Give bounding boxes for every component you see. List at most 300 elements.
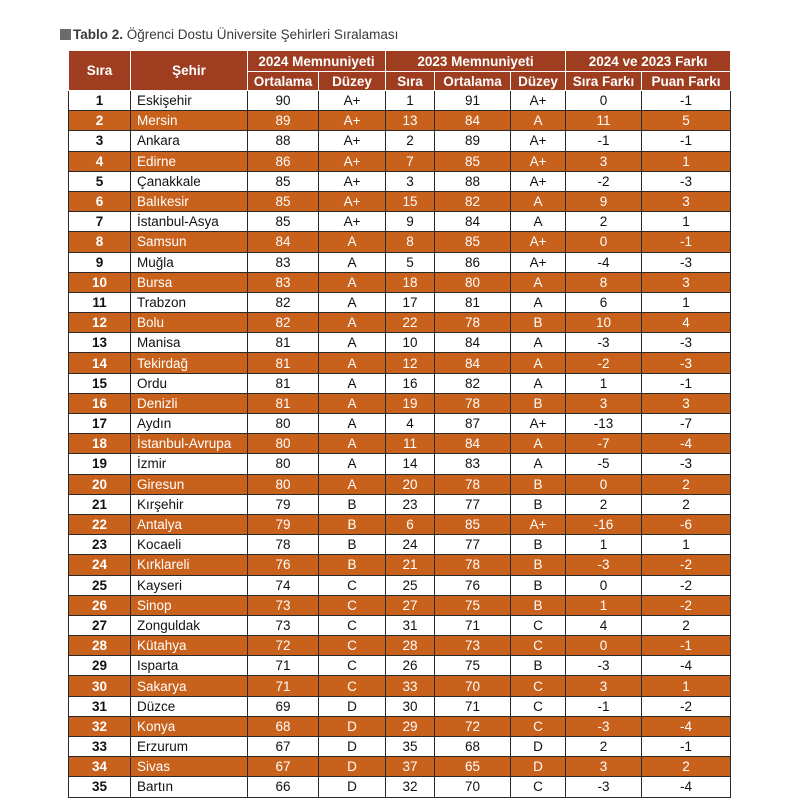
table-row [69,454,731,474]
cell-rank-diff: 0 [566,232,642,252]
cell-level-2023: A [511,111,566,131]
cell-level-2024: B [319,535,386,555]
cell-rank-diff: 3 [566,393,642,413]
ranking-table [68,50,731,798]
cell-level-2023: A+ [511,252,566,272]
cell-avg-2023: 75 [435,595,511,615]
cell-avg-2024: 84 [248,232,319,252]
table-row [69,716,731,736]
cell-level-2024: B [319,494,386,514]
cell-avg-2024: 82 [248,292,319,312]
cell-rank: 17 [69,414,131,434]
cell-city: Kocaeli [131,535,248,555]
cell-score-diff: -2 [642,575,731,595]
cell-rank-diff: 10 [566,313,642,333]
header-rank: Sıra [69,51,131,91]
table-row [69,111,731,131]
table-row [69,272,731,292]
cell-level-2024: A [319,313,386,333]
cell-level-2023: A+ [511,91,566,111]
cell-avg-2023: 71 [435,615,511,635]
cell-rank-2023: 7 [386,151,435,171]
header-rank-diff: Sıra Farkı [566,72,642,91]
cell-avg-2024: 73 [248,595,319,615]
table-row [69,535,731,555]
cell-rank-diff: -3 [566,716,642,736]
cell-avg-2024: 67 [248,757,319,777]
table-row [69,656,731,676]
cell-score-diff: 2 [642,474,731,494]
cell-avg-2023: 83 [435,454,511,474]
cell-rank: 10 [69,272,131,292]
cell-score-diff: 1 [642,151,731,171]
cell-score-diff: -4 [642,434,731,454]
cell-score-diff: 4 [642,313,731,333]
cell-level-2023: B [511,494,566,514]
cell-rank-diff: 1 [566,595,642,615]
header-rank-2023: Sıra [386,72,435,91]
cell-avg-2023: 84 [435,212,511,232]
cell-rank-2023: 13 [386,111,435,131]
cell-rank-2023: 9 [386,212,435,232]
table-row [69,555,731,575]
cell-level-2023: C [511,696,566,716]
cell-rank: 15 [69,373,131,393]
caption-square-icon [60,29,71,40]
cell-city: Isparta [131,656,248,676]
cell-city: Bolu [131,313,248,333]
cell-rank-diff: 3 [566,676,642,696]
cell-avg-2024: 69 [248,696,319,716]
cell-score-diff: -2 [642,555,731,575]
cell-avg-2023: 65 [435,757,511,777]
table-row [69,676,731,696]
cell-rank-2023: 23 [386,494,435,514]
cell-level-2024: D [319,716,386,736]
table-row [69,191,731,211]
cell-rank-2023: 4 [386,414,435,434]
cell-avg-2023: 89 [435,131,511,151]
cell-rank-diff: 0 [566,575,642,595]
cell-level-2024: C [319,595,386,615]
cell-score-diff: -1 [642,232,731,252]
cell-rank: 29 [69,656,131,676]
cell-avg-2024: 71 [248,656,319,676]
cell-rank: 31 [69,696,131,716]
cell-rank: 25 [69,575,131,595]
cell-avg-2023: 85 [435,232,511,252]
table-row [69,91,731,111]
cell-avg-2023: 71 [435,696,511,716]
cell-score-diff: -1 [642,131,731,151]
cell-score-diff: -2 [642,696,731,716]
cell-level-2024: D [319,757,386,777]
cell-rank: 21 [69,494,131,514]
cell-score-diff: -4 [642,656,731,676]
cell-level-2024: C [319,636,386,656]
cell-rank-diff: -16 [566,514,642,534]
cell-city: Kırklareli [131,555,248,575]
cell-rank-2023: 14 [386,454,435,474]
cell-rank: 28 [69,636,131,656]
cell-city: Çanakkale [131,171,248,191]
cell-level-2024: A+ [319,131,386,151]
cell-score-diff: -3 [642,171,731,191]
cell-rank: 26 [69,595,131,615]
cell-avg-2024: 76 [248,555,319,575]
cell-rank: 4 [69,151,131,171]
table-row [69,595,731,615]
cell-level-2023: A [511,373,566,393]
cell-avg-2024: 83 [248,272,319,292]
cell-score-diff: 1 [642,212,731,232]
cell-level-2024: A [319,373,386,393]
cell-level-2024: A [319,474,386,494]
cell-rank-2023: 17 [386,292,435,312]
cell-level-2024: A [319,393,386,413]
cell-city: Bartın [131,777,248,797]
table-row [69,353,731,373]
cell-level-2024: A+ [319,171,386,191]
cell-avg-2024: 81 [248,373,319,393]
cell-level-2023: C [511,615,566,635]
cell-avg-2023: 87 [435,414,511,434]
cell-level-2024: B [319,514,386,534]
cell-score-diff: -3 [642,454,731,474]
cell-rank: 13 [69,333,131,353]
cell-level-2023: A+ [511,232,566,252]
cell-level-2023: B [511,474,566,494]
cell-avg-2023: 77 [435,494,511,514]
table-row [69,212,731,232]
cell-rank: 14 [69,353,131,373]
cell-rank-2023: 26 [386,656,435,676]
cell-rank-diff: -2 [566,353,642,373]
cell-rank: 32 [69,716,131,736]
cell-city: Sivas [131,757,248,777]
cell-level-2023: A [511,272,566,292]
cell-rank: 7 [69,212,131,232]
cell-level-2023: A [511,434,566,454]
cell-city: Mersin [131,111,248,131]
cell-level-2023: B [511,555,566,575]
cell-rank: 12 [69,313,131,333]
caption-text: Öğrenci Dostu Üniversite Şehirleri Sıralaması [123,27,399,42]
cell-city: Ankara [131,131,248,151]
cell-level-2024: D [319,737,386,757]
header-group-2023: 2023 Memnuniyeti [386,51,566,72]
table-row [69,393,731,413]
cell-rank: 19 [69,454,131,474]
cell-level-2024: A+ [319,212,386,232]
cell-rank-diff: 3 [566,757,642,777]
cell-city: Denizli [131,393,248,413]
cell-rank: 8 [69,232,131,252]
cell-level-2023: B [511,393,566,413]
cell-rank-diff: -2 [566,171,642,191]
cell-score-diff: -4 [642,716,731,736]
cell-avg-2023: 85 [435,151,511,171]
cell-rank-diff: 6 [566,292,642,312]
table-row [69,514,731,534]
cell-level-2024: D [319,696,386,716]
cell-rank-diff: -13 [566,414,642,434]
cell-level-2024: A [319,232,386,252]
cell-rank: 3 [69,131,131,151]
header-avg-2023: Ortalama [435,72,511,91]
cell-rank-2023: 5 [386,252,435,272]
cell-rank-2023: 6 [386,514,435,534]
cell-rank-2023: 8 [386,232,435,252]
header-city: Şehir [131,51,248,91]
cell-level-2024: A [319,252,386,272]
cell-rank: 2 [69,111,131,131]
cell-rank: 20 [69,474,131,494]
cell-rank-2023: 24 [386,535,435,555]
table-row [69,313,731,333]
cell-rank-2023: 29 [386,716,435,736]
cell-score-diff: 1 [642,535,731,555]
cell-rank-2023: 18 [386,272,435,292]
cell-rank-2023: 3 [386,171,435,191]
cell-city: Ordu [131,373,248,393]
cell-rank-2023: 28 [386,636,435,656]
cell-rank: 16 [69,393,131,413]
cell-level-2024: A [319,353,386,373]
cell-rank-diff: 0 [566,636,642,656]
cell-level-2023: A [511,212,566,232]
cell-level-2024: A [319,272,386,292]
cell-rank-2023: 21 [386,555,435,575]
cell-score-diff: -1 [642,91,731,111]
cell-avg-2024: 80 [248,434,319,454]
cell-avg-2024: 67 [248,737,319,757]
table-row [69,373,731,393]
cell-avg-2024: 68 [248,716,319,736]
cell-rank-2023: 16 [386,373,435,393]
cell-avg-2024: 81 [248,353,319,373]
cell-city: Giresun [131,474,248,494]
cell-level-2023: A+ [511,514,566,534]
cell-score-diff: -6 [642,514,731,534]
cell-rank-2023: 15 [386,191,435,211]
cell-avg-2024: 85 [248,191,319,211]
cell-level-2023: C [511,777,566,797]
cell-rank: 9 [69,252,131,272]
cell-city: Konya [131,716,248,736]
cell-avg-2024: 86 [248,151,319,171]
cell-rank-2023: 1 [386,91,435,111]
cell-rank-diff: 0 [566,91,642,111]
cell-rank-diff: -1 [566,131,642,151]
cell-avg-2024: 81 [248,333,319,353]
cell-city: Sinop [131,595,248,615]
cell-rank-diff: -3 [566,777,642,797]
cell-rank-diff: 1 [566,535,642,555]
cell-avg-2024: 72 [248,636,319,656]
cell-rank-2023: 20 [386,474,435,494]
cell-rank-diff: -3 [566,656,642,676]
cell-rank-diff: 2 [566,737,642,757]
cell-rank-diff: -7 [566,434,642,454]
cell-score-diff: -1 [642,636,731,656]
cell-score-diff: -4 [642,777,731,797]
cell-city: Samsun [131,232,248,252]
cell-city: Bursa [131,272,248,292]
cell-level-2023: D [511,737,566,757]
table-row [69,171,731,191]
cell-rank-diff: -3 [566,555,642,575]
cell-avg-2023: 78 [435,313,511,333]
table-row [69,615,731,635]
cell-rank-diff: 3 [566,151,642,171]
header-level-2023: Düzey [511,72,566,91]
table-row [69,757,731,777]
table-row [69,434,731,454]
cell-level-2023: C [511,636,566,656]
cell-avg-2024: 73 [248,615,319,635]
cell-avg-2023: 84 [435,434,511,454]
cell-rank: 22 [69,514,131,534]
cell-score-diff: -3 [642,252,731,272]
cell-score-diff: 2 [642,494,731,514]
cell-avg-2023: 73 [435,636,511,656]
cell-avg-2024: 88 [248,131,319,151]
cell-rank-diff: 11 [566,111,642,131]
cell-city: Trabzon [131,292,248,312]
cell-rank: 1 [69,91,131,111]
cell-score-diff: 1 [642,676,731,696]
cell-level-2024: B [319,555,386,575]
cell-rank-2023: 31 [386,615,435,635]
cell-score-diff: -3 [642,353,731,373]
cell-rank-2023: 30 [386,696,435,716]
cell-level-2023: C [511,676,566,696]
cell-rank: 18 [69,434,131,454]
table-row [69,151,731,171]
cell-city: Aydın [131,414,248,434]
table-row [69,292,731,312]
table-row [69,494,731,514]
cell-avg-2023: 77 [435,535,511,555]
cell-avg-2024: 85 [248,171,319,191]
cell-level-2024: A [319,434,386,454]
header-score-diff: Puan Farkı [642,72,731,91]
cell-level-2024: A [319,454,386,474]
cell-avg-2023: 81 [435,292,511,312]
cell-score-diff: -3 [642,333,731,353]
cell-level-2024: A+ [319,111,386,131]
cell-avg-2023: 78 [435,393,511,413]
caption-label: Tablo 2. [73,27,124,42]
cell-level-2023: A [511,191,566,211]
cell-avg-2023: 78 [435,555,511,575]
cell-rank-diff: 4 [566,615,642,635]
cell-score-diff: -2 [642,595,731,615]
cell-avg-2024: 66 [248,777,319,797]
cell-city: Erzurum [131,737,248,757]
cell-level-2023: B [511,313,566,333]
cell-level-2023: C [511,716,566,736]
header-avg-2024: Ortalama [248,72,319,91]
cell-avg-2024: 90 [248,91,319,111]
cell-rank-2023: 10 [386,333,435,353]
cell-level-2024: C [319,676,386,696]
cell-avg-2023: 84 [435,333,511,353]
header-group-2024: 2024 Memnuniyeti [248,51,386,72]
cell-rank-diff: -4 [566,252,642,272]
cell-rank: 11 [69,292,131,312]
table-row [69,414,731,434]
cell-avg-2023: 76 [435,575,511,595]
cell-score-diff: 2 [642,615,731,635]
table-header [69,51,731,91]
table-row [69,696,731,716]
cell-level-2023: B [511,656,566,676]
cell-avg-2024: 80 [248,414,319,434]
cell-avg-2024: 79 [248,514,319,534]
cell-avg-2024: 82 [248,313,319,333]
cell-city: Sakarya [131,676,248,696]
cell-rank: 6 [69,191,131,211]
cell-avg-2024: 89 [248,111,319,131]
cell-rank-2023: 35 [386,737,435,757]
cell-avg-2024: 71 [248,676,319,696]
cell-city: Manisa [131,333,248,353]
cell-avg-2024: 74 [248,575,319,595]
cell-avg-2024: 80 [248,454,319,474]
table-row [69,131,731,151]
cell-rank-2023: 37 [386,757,435,777]
table-row [69,575,731,595]
cell-city: Tekirdağ [131,353,248,373]
cell-level-2024: C [319,656,386,676]
cell-score-diff: 2 [642,757,731,777]
cell-rank-2023: 22 [386,313,435,333]
cell-city: Antalya [131,514,248,534]
cell-avg-2024: 79 [248,494,319,514]
cell-avg-2024: 78 [248,535,319,555]
cell-level-2023: A+ [511,131,566,151]
cell-city: Zonguldak [131,615,248,635]
cell-avg-2023: 70 [435,676,511,696]
cell-city: Kütahya [131,636,248,656]
cell-avg-2023: 75 [435,656,511,676]
cell-level-2024: A [319,292,386,312]
cell-level-2023: A [511,292,566,312]
cell-level-2024: A+ [319,151,386,171]
cell-level-2023: A [511,454,566,474]
cell-avg-2024: 83 [248,252,319,272]
cell-avg-2023: 82 [435,191,511,211]
cell-avg-2023: 91 [435,91,511,111]
header-group-diff: 2024 ve 2023 Farkı [566,51,731,72]
cell-city: Edirne [131,151,248,171]
cell-city: İzmir [131,454,248,474]
cell-score-diff: 3 [642,191,731,211]
cell-rank-diff: 2 [566,494,642,514]
cell-avg-2024: 81 [248,393,319,413]
cell-rank-2023: 33 [386,676,435,696]
cell-level-2024: A [319,333,386,353]
cell-rank-2023: 32 [386,777,435,797]
cell-level-2023: B [511,595,566,615]
cell-rank: 23 [69,535,131,555]
cell-avg-2023: 88 [435,171,511,191]
cell-level-2024: C [319,575,386,595]
cell-rank-2023: 19 [386,393,435,413]
cell-avg-2023: 85 [435,514,511,534]
